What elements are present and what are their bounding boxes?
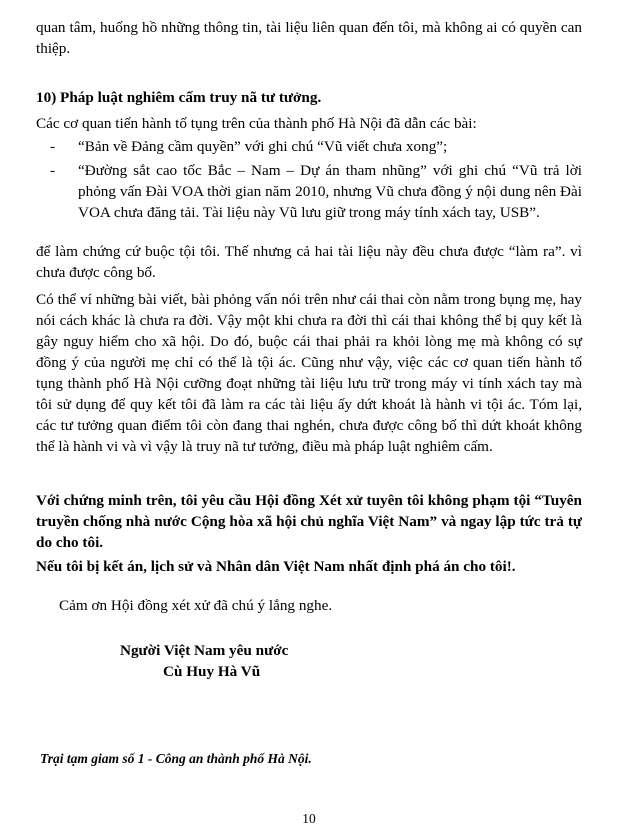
- location-line: Trại tạm giam số 1 - Công an thành phố Hà Nội.: [40, 751, 312, 766]
- section-heading: 10) Pháp luật nghiêm cấm truy nã tư tưởng.: [36, 89, 322, 106]
- conclusion-statement: Nếu tôi bị kết án, lịch sử và Nhân dân Việt Nam nhất định phá án cho tôi!.: [36, 558, 516, 575]
- signature-title: Người Việt Nam yêu nước: [120, 642, 289, 659]
- conclusion-request: Với chứng minh trên, tôi yêu cầu Hội đồng Xét xử tuyên tôi không phạm tội “Tuyên truyền chống nhà nước Cộng hòa xã hội chủ nghĩa Việt Nam” và ngay lập tức trả tự do cho tôi.: [36, 492, 582, 551]
- opening-paragraph: quan tâm, huống hồ những thông tin, tài liệu liên quan đến tôi, mà không ai có quyền can thiệp.: [36, 19, 582, 57]
- bullet-text: “Bản về Đảng cầm quyền” với ghi chú “Vũ viết chưa xong”;: [78, 138, 448, 155]
- continuation-paragraph: để làm chứng cứ buộc tội tôi. Thế nhưng cả hai tài liệu này đều chưa được “làm ra”. vì chưa được công bố.: [36, 243, 582, 281]
- page-number: 10: [302, 811, 316, 826]
- bullet-text: “Đường sắt cao tốc Bắc – Nam – Dự án tham nhũng” với ghi chú “Vũ trả lời phỏng vấn Đài VOA thời gian năm 2010, nhưng Vũ chưa đồng ý nội dung nên Đài VOA chưa đăng tải. Tài liệu này Vũ lưu giữ trong máy tính xách tay, USB”.: [78, 162, 582, 221]
- bullet-marker: -: [50, 162, 56, 179]
- thanks-line: Cảm ơn Hội đồng xét xử đã chú ý lắng nghe.: [59, 597, 333, 614]
- bullet-marker: -: [50, 138, 56, 155]
- main-paragraph: Có thể ví những bài viết, bài phỏng vấn nói trên như cái thai còn nằm trong bụng mẹ, hay nói cách khác là chưa ra đời. Vậy một khi chưa ra đời thì cái thai không thể bị quy kết là gây nguy hiểm cho xã hội. Do đó, buộc cái thai phải ra khỏi lòng mẹ mà không có sự đồng ý của người mẹ chỉ có thể là tội ác. Cũng như vậy, việc các cơ quan tiến hành tố tụng thành phố Hà Nội cưỡng đoạt những tài liệu lưu trữ trong máy vi tính xách tay mà tôi sử dụng để quy kết tôi đã làm ra các tài liệu ấy dứt khoát là hành vi tội ác. Tóm lại, các tư tưởng quan điểm tôi còn đang thai nghén, chưa được công bố thì dứt khoát không thể là hành vi và vì vậy là truy nã tư tưởng, điều mà pháp luật nghiêm cấm.: [36, 291, 582, 455]
- intro-paragraph: Các cơ quan tiến hành tố tụng trên của thành phố Hà Nội đã dẫn các bài:: [36, 115, 477, 132]
- list-item: [36, 136, 582, 157]
- list-item: [36, 160, 582, 223]
- bullet-list: [36, 136, 582, 226]
- signature-name: Cù Huy Hà Vũ: [163, 663, 261, 680]
